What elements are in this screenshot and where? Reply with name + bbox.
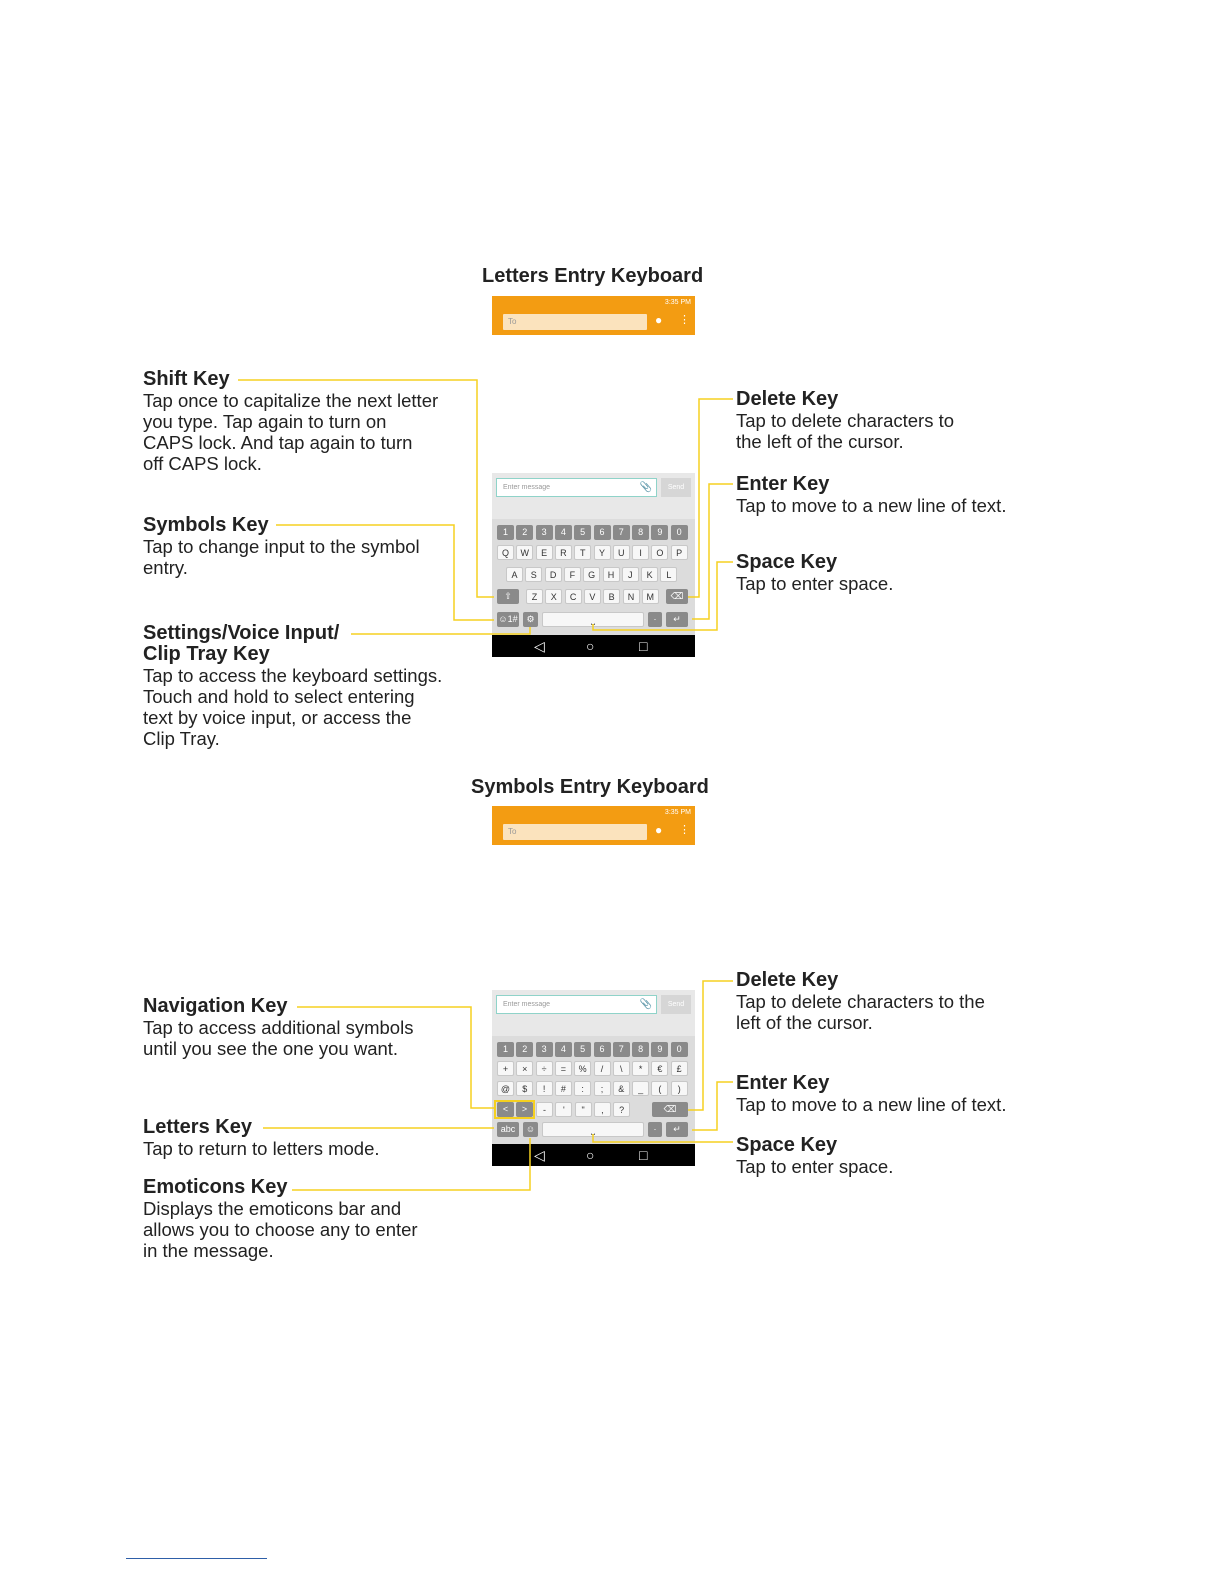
callout-body: Tap to enter space. — [736, 1156, 894, 1177]
symbols-key[interactable]: ☺1# — [497, 612, 519, 627]
callout-heading: Delete Key — [736, 388, 839, 410]
letter-key[interactable]: X — [545, 589, 562, 604]
delete-key-callout — [736, 389, 1036, 452]
symbol-key[interactable]: , — [594, 1102, 611, 1117]
symbol-key[interactable]: + — [497, 1061, 514, 1076]
recent-apps-icon[interactable]: □ — [639, 1147, 648, 1163]
symbol-key[interactable]: = — [555, 1061, 572, 1076]
symbol-key[interactable]: \ — [613, 1061, 630, 1076]
number-key[interactable]: 2 — [516, 1042, 533, 1057]
emoticons-key-callout — [143, 1177, 463, 1261]
letters-phone-top — [492, 296, 695, 335]
nav-bar — [492, 635, 695, 657]
symbols-key-callout — [143, 515, 473, 578]
status-bar — [492, 296, 695, 309]
navigation-key-callout — [143, 996, 463, 1059]
callout-heading: Enter Key — [736, 1072, 830, 1094]
shift-key-callout — [143, 369, 473, 474]
callout-body: Tap to move to a new line of text. — [736, 1094, 1007, 1115]
letter-key[interactable]: A — [506, 567, 523, 582]
letter-key[interactable]: C — [565, 589, 582, 604]
number-key[interactable]: 5 — [574, 525, 591, 540]
callout-heading: Emoticons Key — [143, 1176, 288, 1198]
period-key[interactable]: · — [648, 612, 662, 627]
back-icon[interactable]: ◁ — [534, 638, 545, 654]
number-key[interactable]: 8 — [632, 1042, 649, 1057]
period-key[interactable]: · — [648, 1122, 662, 1137]
number-key[interactable]: 0 — [671, 1042, 688, 1057]
callout-body: Tap to enter space. — [736, 573, 894, 594]
symbol-key[interactable]: ÷ — [536, 1061, 553, 1076]
symbol-key[interactable]: @ — [497, 1081, 514, 1096]
symbol-key[interactable]: _ — [632, 1081, 649, 1096]
callout-heading: Space Key — [736, 551, 838, 573]
attach-icon[interactable]: 📎 — [639, 482, 652, 493]
number-key[interactable]: 9 — [651, 1042, 668, 1057]
letter-key[interactable]: U — [613, 545, 630, 560]
letter-key[interactable]: F — [564, 567, 581, 582]
letter-key[interactable]: L — [660, 567, 677, 582]
callout-body: Tap to delete characters to the left of the cursor. — [736, 991, 985, 1033]
symbol-key[interactable]: ; — [594, 1081, 611, 1096]
symbol-key[interactable]: # — [555, 1081, 572, 1096]
status-time: 3:35 PM — [664, 809, 691, 816]
letter-key[interactable]: E — [536, 545, 553, 560]
letter-key[interactable]: Q — [497, 545, 514, 560]
back-icon[interactable]: ◁ — [534, 1147, 545, 1163]
message-placeholder: Enter message — [503, 1001, 551, 1008]
symbol-key[interactable]: $ — [516, 1081, 533, 1096]
action-bar — [492, 309, 695, 335]
symbol-key[interactable]: & — [613, 1081, 630, 1096]
number-key[interactable]: 6 — [594, 1042, 611, 1057]
enter-key-callout — [736, 474, 1056, 516]
callout-body: Tap to access additional symbols until you see the one you want. — [143, 1017, 414, 1059]
callout-heading: Letters Key — [143, 1116, 252, 1138]
number-key[interactable]: 3 — [536, 525, 553, 540]
letter-key[interactable]: R — [555, 545, 572, 560]
contact-icon[interactable]: ● — [655, 823, 663, 837]
compose-panel — [492, 473, 695, 519]
number-key[interactable]: 2 — [516, 525, 533, 540]
delete-key[interactable]: ⌫ — [666, 589, 688, 604]
symbol-key[interactable]: ' — [555, 1102, 572, 1117]
symbols-keyboard-title: Symbols Entry Keyboard — [471, 776, 709, 798]
to-field[interactable]: To — [503, 314, 647, 330]
compose-panel — [492, 990, 695, 1036]
nav-bar — [492, 1144, 695, 1166]
letters-phone-bottom — [492, 473, 695, 657]
symbol-key[interactable]: * — [632, 1061, 649, 1076]
attach-icon[interactable]: 📎 — [639, 999, 652, 1010]
symbol-key[interactable]: " — [575, 1102, 592, 1117]
nav-next-key[interactable]: > — [516, 1102, 533, 1117]
send-button[interactable]: Send — [661, 995, 691, 1014]
number-key[interactable]: 7 — [613, 1042, 630, 1057]
settings-key-callout — [143, 623, 483, 749]
number-key[interactable]: 0 — [671, 525, 688, 540]
number-key[interactable]: 1 — [497, 1042, 514, 1057]
emoticons-key[interactable]: ☺ — [523, 1122, 538, 1137]
number-key[interactable]: 5 — [574, 1042, 591, 1057]
letter-key[interactable]: M — [642, 589, 659, 604]
home-icon[interactable]: ○ — [586, 1147, 595, 1163]
message-placeholder: Enter message — [503, 484, 551, 491]
contact-icon[interactable]: ● — [655, 313, 663, 327]
send-button[interactable]: Send — [661, 478, 691, 497]
letter-key[interactable]: G — [583, 567, 600, 582]
message-input[interactable] — [496, 478, 657, 497]
letter-key[interactable]: Y — [594, 545, 611, 560]
letter-key[interactable]: O — [651, 545, 668, 560]
callout-heading: Symbols Key — [143, 514, 269, 536]
menu-icon[interactable]: ⋮ — [679, 824, 690, 836]
status-bar — [492, 806, 695, 819]
number-key[interactable]: 9 — [651, 525, 668, 540]
callout-heading: Navigation Key — [143, 995, 288, 1017]
space-key[interactable]: ⎵ — [542, 1122, 644, 1137]
callout-body: Tap to access the keyboard settings. Touch and hold to select entering text by voice input, or access the Clip Tray. — [143, 665, 443, 749]
number-key[interactable]: 4 — [555, 525, 572, 540]
settings-key[interactable]: ⚙ — [523, 612, 538, 627]
status-time: 3:35 PM — [664, 299, 691, 306]
symbol-key[interactable]: ? — [613, 1102, 630, 1117]
symbol-key[interactable]: ! — [536, 1081, 553, 1096]
symbol-key[interactable]: £ — [671, 1061, 688, 1076]
number-key[interactable]: 7 — [613, 525, 630, 540]
enter-key-callout — [736, 1073, 1056, 1115]
callout-body: Tap once to capitalize the next letter you type. Tap again to turn on CAPS lock. And tap again to turn off CAPS lock. — [143, 390, 439, 474]
symbols-phone-top — [492, 806, 695, 845]
letter-key[interactable]: J — [622, 567, 639, 582]
nav-prev-key[interactable]: < — [497, 1102, 514, 1117]
letter-key[interactable]: B — [603, 589, 620, 604]
symbol-key[interactable]: : — [574, 1081, 591, 1096]
symbol-key[interactable]: € — [651, 1061, 668, 1076]
callout-body: Displays the emoticons bar and allows you to choose any to enter in the message. — [143, 1198, 418, 1261]
recent-apps-icon[interactable]: □ — [639, 638, 648, 654]
home-icon[interactable]: ○ — [586, 638, 595, 654]
number-key[interactable]: 4 — [555, 1042, 572, 1057]
letter-key[interactable]: N — [623, 589, 640, 604]
footer-rule — [126, 1558, 267, 1559]
symbol-key[interactable]: ( — [651, 1081, 668, 1096]
letters-key-callout — [143, 1117, 463, 1159]
symbol-key[interactable]: % — [574, 1061, 591, 1076]
callout-heading: Shift Key — [143, 368, 230, 390]
letter-key[interactable]: I — [632, 545, 649, 560]
letter-key[interactable]: P — [671, 545, 688, 560]
menu-icon[interactable]: ⋮ — [679, 314, 690, 326]
symbol-key[interactable]: × — [516, 1061, 533, 1076]
letter-key[interactable]: H — [603, 567, 620, 582]
delete-key[interactable]: ⌫ — [652, 1102, 688, 1117]
shift-key[interactable]: ⇧ — [497, 589, 519, 604]
callout-heading: Settings/Voice Input/ Clip Tray Key — [143, 622, 340, 665]
letter-key[interactable]: W — [516, 545, 533, 560]
symbol-key[interactable]: / — [594, 1061, 611, 1076]
number-key[interactable]: 3 — [536, 1042, 553, 1057]
callout-heading: Space Key — [736, 1134, 838, 1156]
action-bar — [492, 819, 695, 845]
enter-key[interactable]: ↵ — [666, 612, 688, 627]
symbol-key[interactable]: - — [536, 1102, 553, 1117]
number-key[interactable]: 8 — [632, 525, 649, 540]
enter-key[interactable]: ↵ — [666, 1122, 688, 1137]
space-key-callout — [736, 552, 1036, 594]
number-key[interactable]: 6 — [594, 525, 611, 540]
number-key[interactable]: 1 — [497, 525, 514, 540]
symbols-phone-bottom — [492, 990, 695, 1166]
letters-key[interactable]: abc — [497, 1122, 519, 1137]
letters-keyboard-title: Letters Entry Keyboard — [482, 265, 704, 287]
letter-key[interactable]: V — [584, 589, 601, 604]
symbols-keyboard — [492, 1036, 695, 1144]
delete-key-callout — [736, 970, 1036, 1033]
space-key[interactable]: ⎵ — [542, 612, 644, 627]
callout-body: Tap to move to a new line of text. — [736, 495, 1007, 516]
message-input[interactable] — [496, 995, 657, 1014]
letters-keyboard — [492, 519, 695, 635]
callout-heading: Enter Key — [736, 473, 830, 495]
callout-heading: Delete Key — [736, 969, 839, 991]
letter-key[interactable]: S — [525, 567, 542, 582]
to-field[interactable]: To — [503, 824, 647, 840]
space-key-callout — [736, 1135, 1036, 1177]
callout-body: Tap to return to letters mode. — [143, 1138, 380, 1159]
callout-body: Tap to delete characters to the left of the cursor. — [736, 410, 955, 452]
symbol-key[interactable]: ) — [671, 1081, 688, 1096]
letter-key[interactable]: Z — [526, 589, 543, 604]
letter-key[interactable]: T — [574, 545, 591, 560]
callout-body: Tap to change input to the symbol entry. — [143, 536, 420, 578]
letter-key[interactable]: D — [545, 567, 562, 582]
letter-key[interactable]: K — [641, 567, 658, 582]
